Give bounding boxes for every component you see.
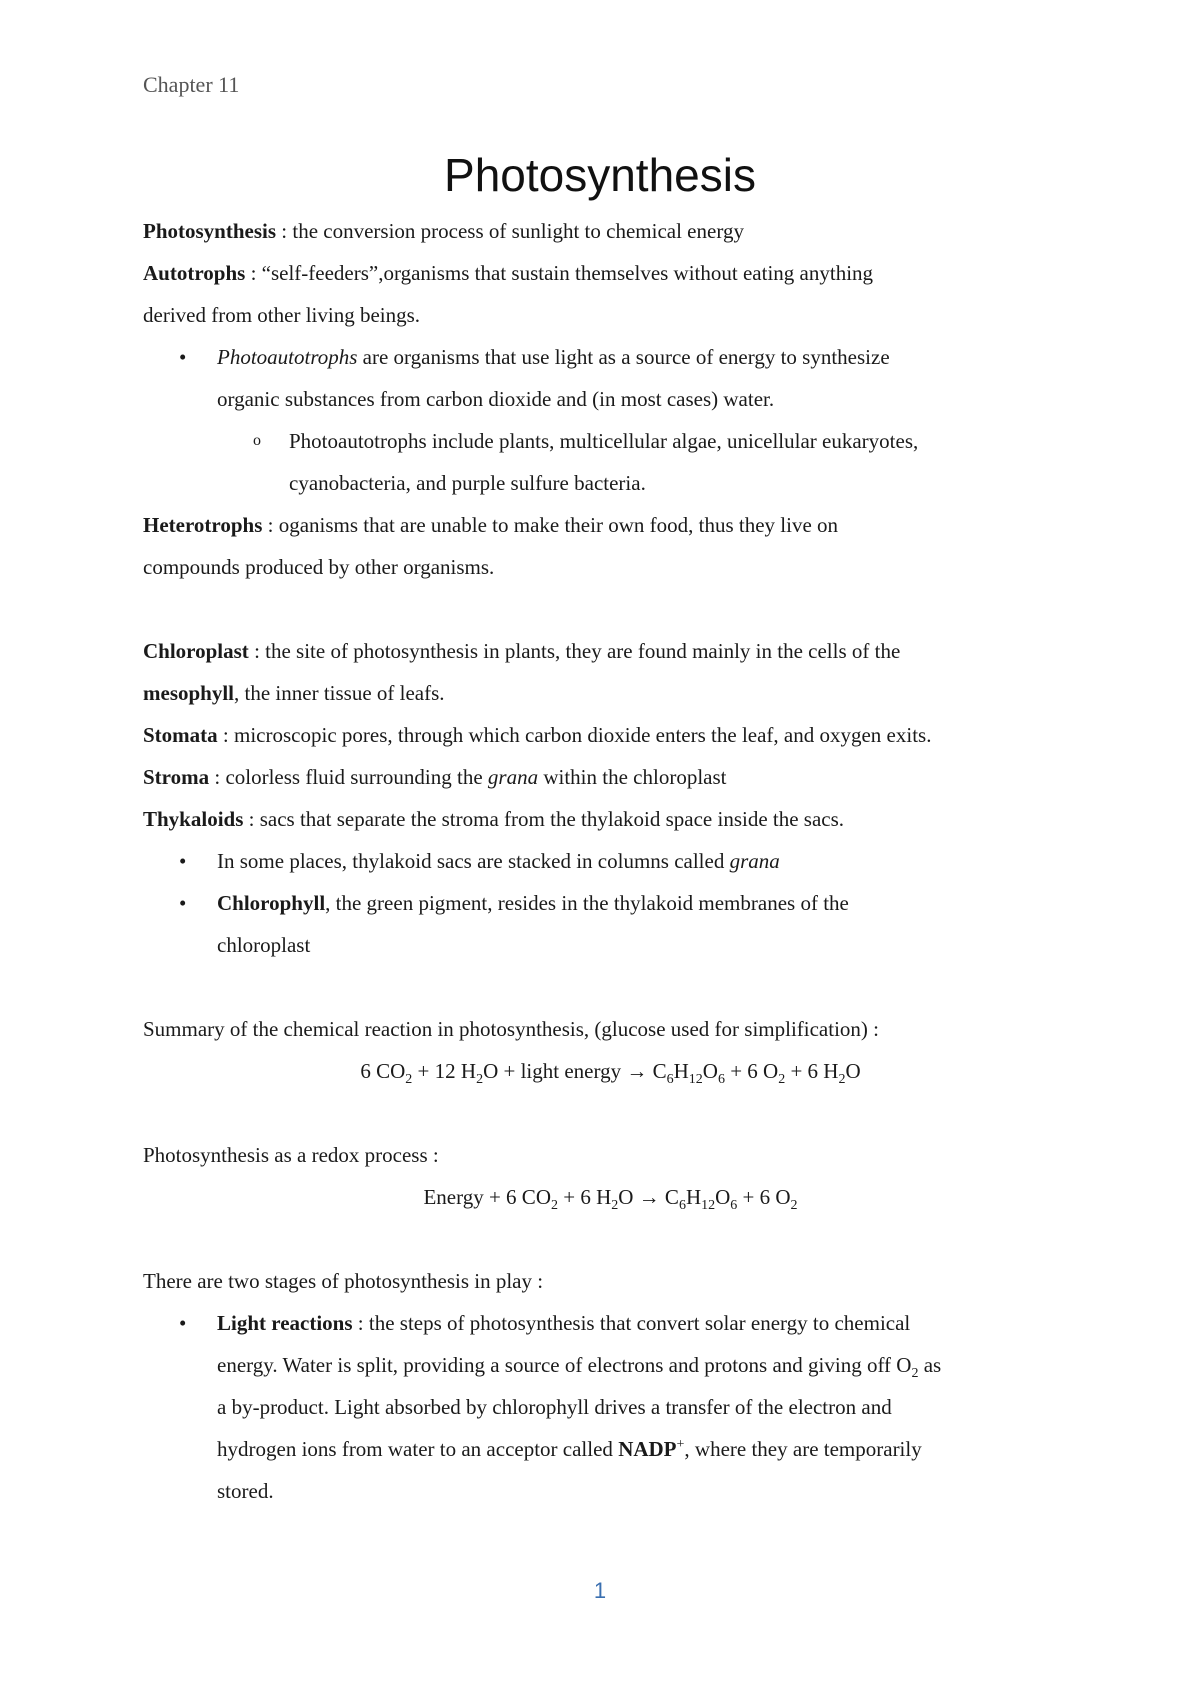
definition-chloroplast	[143, 630, 1078, 672]
term: Heterotrophs	[143, 513, 263, 537]
definition-stomata	[143, 714, 1078, 756]
term: Chloroplast	[143, 639, 249, 663]
stages-intro: There are two stages of photosynthesis in play :	[143, 1269, 544, 1293]
summary-equation: 6 $CO_2 + 12$ $H_2O$ + light energy → $C_6H_{12}O_6 + 6$ $O_2 + 6$ $H_2O$	[360, 1059, 861, 1088]
definition-text: : “self-feeders”,organisms that sustain themselves without eating anything	[245, 261, 874, 285]
term: Autotrophs	[143, 261, 246, 285]
summary-intro: Summary of the chemical reaction in photosynthesis, (glucose used for simplification) :	[143, 1017, 879, 1041]
definition-photosynthesis	[143, 210, 1078, 252]
term: NADP	[618, 1437, 677, 1461]
subbullet-photoautotrophs: o Photoautotrophs include plants, multicellular algae, unicellular eukaryotes,	[143, 420, 1078, 462]
definition-text: : colorless fluid surrounding the	[209, 765, 488, 789]
bullet-light-reactions-cont: hydrogen ions from water to an acceptor called NADP+, where they are temporarily	[217, 1437, 922, 1461]
bullet-text: , the green pigment, resides in the thylakoid membranes of the	[325, 891, 849, 915]
bullet-text: are organisms that use light as a source of energy to synthesize	[357, 345, 890, 369]
term: Stroma	[143, 765, 210, 789]
definition-text: : the site of photosynthesis in plants, they are found mainly in the cells of the	[248, 639, 901, 663]
bullet-chlorophyll-cont: chloroplast	[217, 933, 311, 957]
definition-text: : sacs that separate the stroma from the thylakoid space inside the sacs.	[243, 807, 845, 831]
bullet-text: : the steps of photosynthesis that convert solar energy to chemical	[352, 1311, 911, 1335]
term: Light reactions	[217, 1311, 353, 1335]
definition-text: : oganisms that are unable to make their own food, thus they live on	[262, 513, 839, 537]
page-title: Photosynthesis	[444, 149, 756, 201]
definition-heterotrophs-cont: compounds produced by other organisms.	[143, 555, 495, 579]
term-italic: grana	[487, 765, 539, 789]
term-italic: grana	[729, 849, 780, 873]
subbullet-photoautotrophs-cont: cyanobacteria, and purple sulfure bacteria.	[289, 471, 646, 495]
definition-thylakoids	[143, 798, 1078, 840]
definition-chloroplast-cont	[143, 672, 1078, 714]
bullet-light-reactions-cont: a by-product. Light absorbed by chlorophyll drives a transfer of the electron and	[217, 1395, 892, 1419]
definition-text: within the chloroplast	[538, 765, 727, 789]
definition-autotrophs	[143, 252, 1078, 294]
term: Photosynthesis	[143, 219, 277, 243]
term: Thykaloids	[143, 807, 244, 831]
term: Chlorophyll	[217, 891, 326, 915]
redox-equation: Energy + 6 $CO_2 + 6$ $H_2O \to C_6H_{12}O_6 + 6$ $O_2$	[423, 1185, 798, 1214]
bullet-photoautotrophs-cont: organic substances from carbon dioxide and (in most cases) water.	[217, 387, 775, 411]
bullet-text: In some places, thylakoid sacs are stacked in columns called	[217, 849, 730, 873]
page-number: 1	[593, 1578, 607, 1603]
bullet-light-reactions	[143, 1302, 1078, 1344]
definition-text: : microscopic pores, through which carbon dioxide enters the leaf, and oxygen exits.	[217, 723, 932, 747]
definition-autotrophs-cont: derived from other living beings.	[143, 303, 421, 327]
term: Stomata	[143, 723, 218, 747]
bullet-light-reactions-cont: stored.	[217, 1479, 274, 1503]
bullet-light-reactions-cont: energy. Water is split, providing a source of electrons and protons and giving off $O_2$ as	[217, 1353, 942, 1382]
bullet-grana	[143, 840, 1078, 882]
bullet-chlorophyll	[143, 882, 1078, 924]
definition-text: , the inner tissue of leafs.	[234, 681, 445, 705]
document-body	[143, 210, 1078, 1512]
definition-text: : the conversion process of sunlight to chemical energy	[276, 219, 744, 243]
chapter-header: Chapter 11	[143, 72, 240, 97]
redox-intro: Photosynthesis as a redox process :	[143, 1143, 439, 1167]
term-italic: Photoautotrophs	[217, 345, 358, 369]
definition-heterotrophs	[143, 504, 1078, 546]
term: mesophyll	[143, 681, 235, 705]
definition-stroma	[143, 756, 1078, 798]
bullet-photoautotrophs	[143, 336, 1078, 378]
